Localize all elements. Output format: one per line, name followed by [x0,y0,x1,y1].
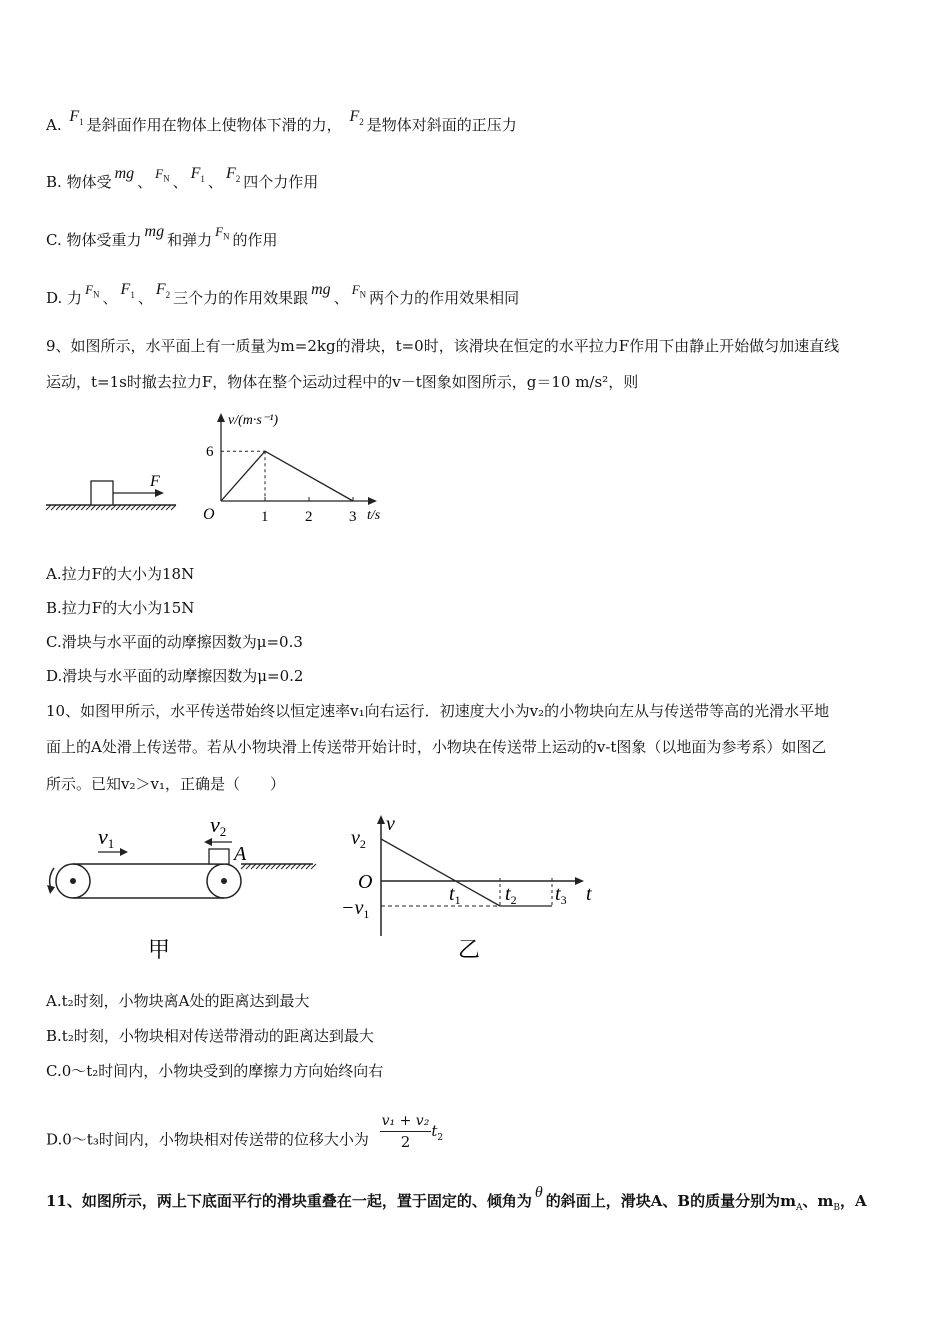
q9-option-d: D.滑块与水平面的动摩擦因数为μ=0.2 [46,667,304,685]
f1-symbol: $F_1$ [69,108,84,128]
neg-v1-label: $-v_1$ [341,897,370,921]
mg-symbol: mg [144,223,165,240]
block [91,481,113,505]
mg-symbol: mg [114,165,135,182]
q10-stem-line2: 面上的A处滑上传送带。若从小物块滑上传送带开始计时，小物块在传送带上运动的v-t图象（以地面为参考系）如图乙 [46,738,827,756]
q9-option-b: B.拉力F的大小为15N [46,599,195,617]
x-axis-label: t/s [367,508,381,523]
f1-symbol: $F_1$ [190,165,205,185]
f2-symbol: $F_2$ [155,281,171,301]
conveyor-belt-diagram [47,812,316,962]
fn-symbol: $F_N$ [215,224,230,242]
f2-symbol: $F_2$ [349,108,364,128]
q10-option-d: D.0～t₃时间内，小物块相对传送带的位移大小为 $\frac{\text{v₁ + v₂}}{2}$ $t_2$ [46,1113,444,1151]
t2-label: $t_2$ [505,883,517,907]
q10-option-c: C.0～t₂时间内，小物块受到的摩擦力方向始终向右 [46,1062,384,1080]
t-axis-label: t [586,883,592,905]
q9-stem-line1: 9、如图所示，水平面上有一质量为m=2kg的滑块，t=0时，该滑块在恒定的水平拉力F作用下由静止开始做匀加速直线 [46,337,840,355]
small-block [209,849,229,864]
decel-line [381,839,500,906]
q10-vt-graph [341,813,592,962]
fraction: $\frac{\text{v₁ + v₂}}{2}$ [381,1113,430,1151]
x-tick-label: 2 [305,509,313,525]
fn-symbol: $F_N$ [85,282,100,300]
fn-symbol: $F_N$ [351,282,367,300]
q11-stem: 11、如图所示，两上下底面平行的滑块重叠在一起，置于固定的、倾角为 θ 的斜面上，滑块A、B的质量分别为$m_A$、$m_B$，A [46,1184,867,1213]
mg-symbol: mg [311,281,331,298]
q8-option-c: C. 物体受重力 mg 和弹力 $F_N$ 的作用 [46,223,278,249]
fn-symbol: $F_N$ [155,166,170,184]
f2-symbol: $F_2$ [225,165,241,185]
y-axis-label: v/(m·s⁻¹) [228,413,279,428]
q10-option-b: B.t₂时刻，小物块相对传送带滑动的距离达到最大 [46,1027,374,1045]
q10-stem-line3: 所示。已知v₂＞v₁，正确是（ ） [46,775,285,793]
theta-symbol: θ [534,1184,543,1201]
q8-option-d: D. 力 $F_N$ 、 $F_1$ 、 $F_2$ 三个力的作用效果跟 mg 、 $F_N$ 两个力的作用效果相同 [46,281,520,307]
q8-option-a: A. $F_1$ 是斜面作用在物体上使物体下滑的力， $F_2$ 是物体对斜面的正压力 [46,108,517,134]
q9-stem-line2: 运动，t=1s时撤去拉力F，物体在整个运动过程中的v－t图象如图所示，g＝10 m/s²，则 [46,373,639,391]
origin-label: O [203,506,215,523]
f1-symbol: $F_1$ [120,281,135,301]
v-axis-label: v [386,813,395,835]
q10-figure [38,806,608,976]
y-tick-label: 6 [206,444,214,461]
point-a-label: A [234,843,247,865]
q8-option-b: B. 物体受 mg 、 $F_N$ 、 $F_1$ 、 $F_2$ 四个力作用 [46,165,319,191]
v2-label: $v_2$ [351,827,366,851]
origin-label: O [358,871,373,893]
t3-label: $t_3$ [555,883,567,907]
vt-series-line [221,451,353,501]
q9-block-diagram [46,473,176,510]
x-tick-label: 1 [261,509,269,525]
q10-option-a: A.t₂时刻，小物块离A处的距离达到最大 [46,992,310,1010]
q9-option-a: A.拉力F的大小为18N [46,565,195,583]
force-label: F [150,473,160,490]
q10-stem-line1: 10、如图甲所示，水平传送带始终以恒定速率v₁向右运行．初速度大小为v₂的小物块向左从与传送带等高的光滑水平地 [46,702,830,720]
q9-figure [40,400,400,530]
block-v2-label: v2 [210,812,227,839]
q9-option-c: C.滑块与水平面的动摩擦因数为μ=0.3 [46,633,303,651]
t1-label: $t_1$ [449,883,461,907]
caption-jia: 甲 [148,937,171,962]
caption-yi: 乙 [458,937,481,962]
q9-vt-graph [203,413,381,525]
belt-v1-label: v1 [98,824,115,851]
x-tick-label: 3 [349,509,357,525]
